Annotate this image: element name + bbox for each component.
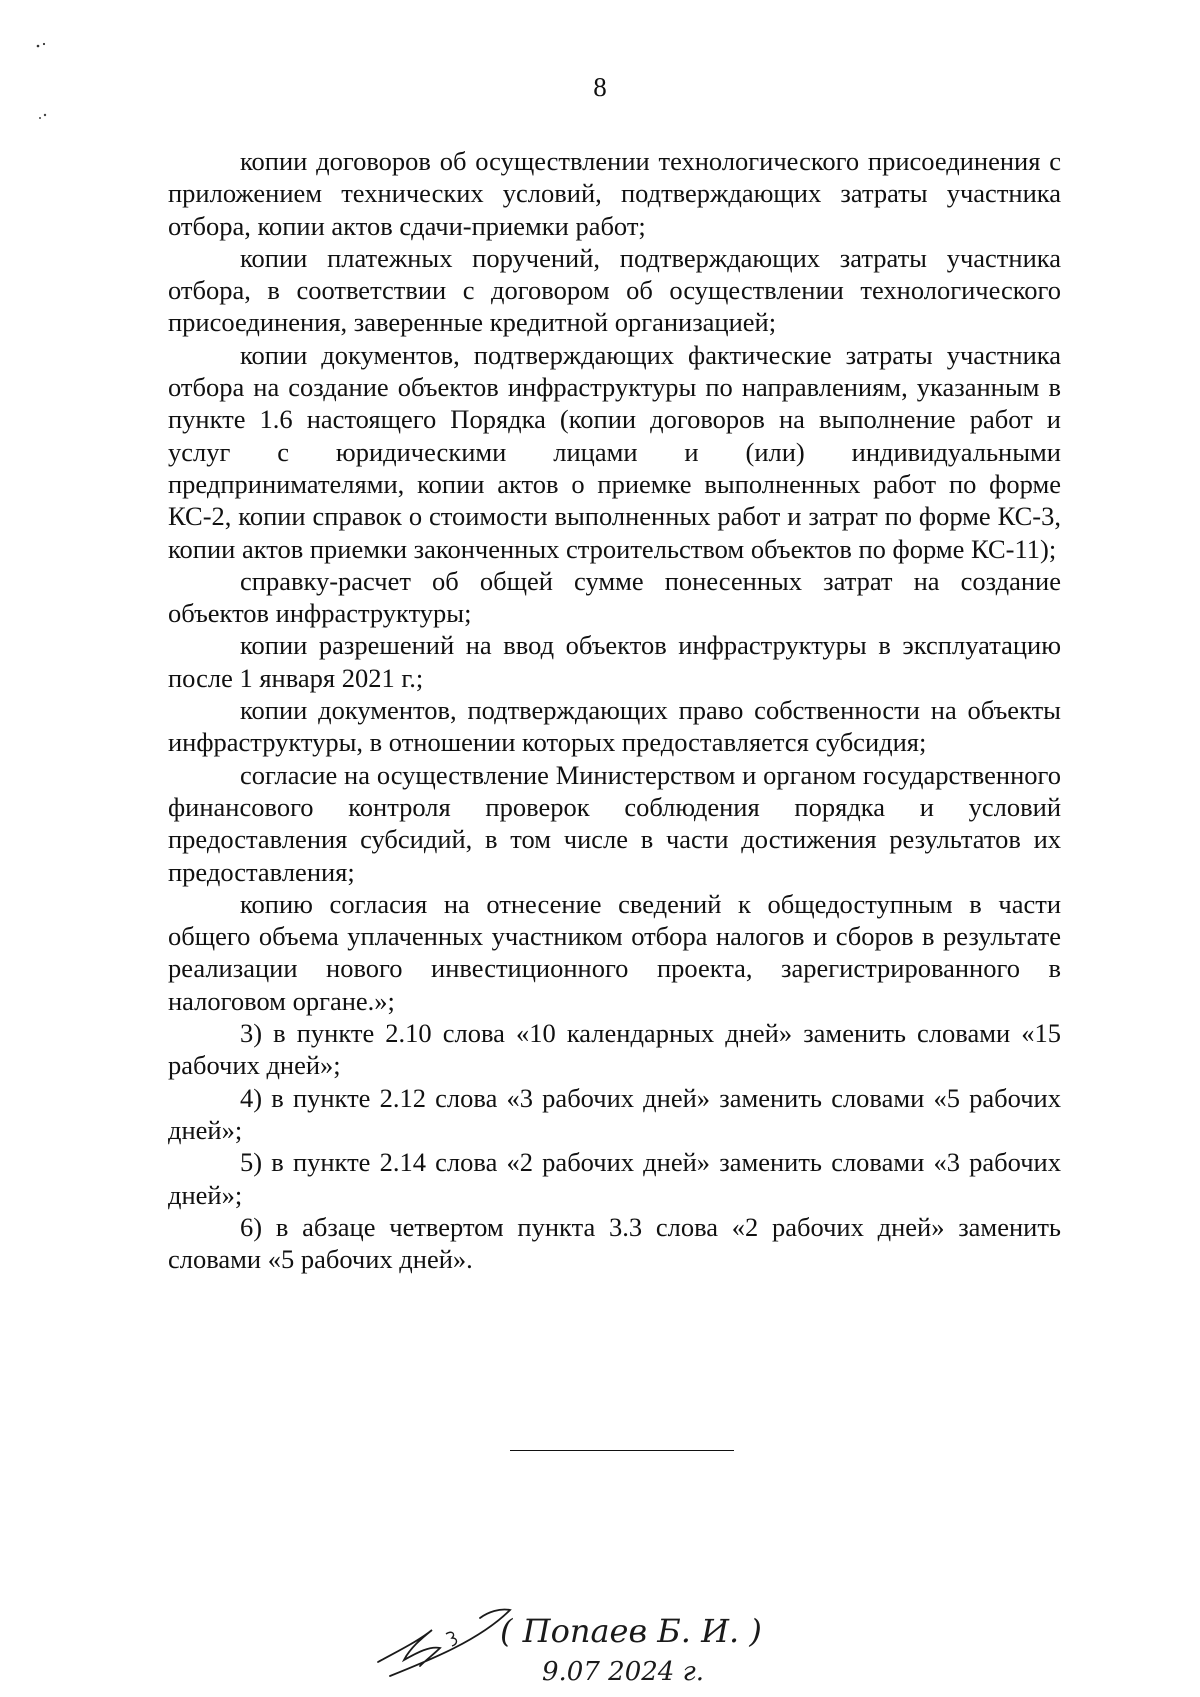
paragraph: копии платежных поручений, подтверждающих затраты участника отбора, в соответствии с договором об осуществлении технологического присоединения, заверенные кредитной организацией; xyxy=(168,242,1061,338)
amendment-item: 5) в пункте 2.14 слова «2 рабочих дней» заменить словами «3 рабочих дней»; xyxy=(168,1147,1061,1210)
document-body xyxy=(168,145,1061,1275)
paragraph: копии договоров об осуществлении технологического присоединения с приложением технических условий, подтверждающих затраты участника отбора, копии актов сдачи-приемки работ; xyxy=(168,146,1061,241)
amendment-item: 6) в абзаце четвертом пункта 3.3 слова «2 рабочих дней» заменить словами «5 рабочих дней». xyxy=(168,1211,1061,1275)
end-divider-line xyxy=(510,1450,734,1451)
signature-date: 9.07 2024 г. xyxy=(542,1657,704,1687)
page-number: 8 xyxy=(593,72,607,102)
paragraph: справку-расчет об общей сумме понесенных затрат на создание объектов инфраструктуры; xyxy=(168,565,1061,629)
amendment-item: 3) в пункте 2.10 слова «10 календарных дней» заменить словами «15 рабочих дней»; xyxy=(168,1018,1061,1081)
signature-name: ( Попаев Б. И. ) xyxy=(500,1612,762,1650)
handwritten-signature xyxy=(360,1590,780,1690)
paragraph: копии разрешений на ввод объектов инфраструктуры в эксплуатацию после 1 января 2021 г.; xyxy=(168,630,1061,693)
paragraph: согласие на осуществление Министерством и органом государственного финансового контроля проверок соблюдения порядка и условий предоставления субсидий, в том числе в части достижения результатов их предоставления; xyxy=(168,759,1061,887)
paragraph: копию согласия на отнесение сведений к общедоступным в части общего объема уплаченных участником отбора налогов и сборов в результате реализации нового инвестиционного проекта, зарегистрированного в налоговом органе.»; xyxy=(168,888,1061,1016)
amendment-item: 4) в пункте 2.12 слова «3 рабочих дней» заменить словами «5 рабочих дней»; xyxy=(168,1082,1061,1145)
paragraph: копии документов, подтверждающих фактические затраты участника отбора на создание объектов инфраструктуры по направлениям, указанным в пункте 1.6 настоящего Порядка (копии договоров на выполнение работ и услуг с юридическими лицами и (или) индивидуальными предпринимателями, копии актов о приемке выполненных работ по форме КС-2, копии справок о стоимости выполненных работ и затрат по форме КС-3, копии актов приемки законченных строительством объектов по форме КС-11); xyxy=(168,339,1061,564)
paragraph: копии документов, подтверждающих право собственности на объекты инфраструктуры, в отношении которых предоставляется субсидия; xyxy=(168,695,1061,758)
